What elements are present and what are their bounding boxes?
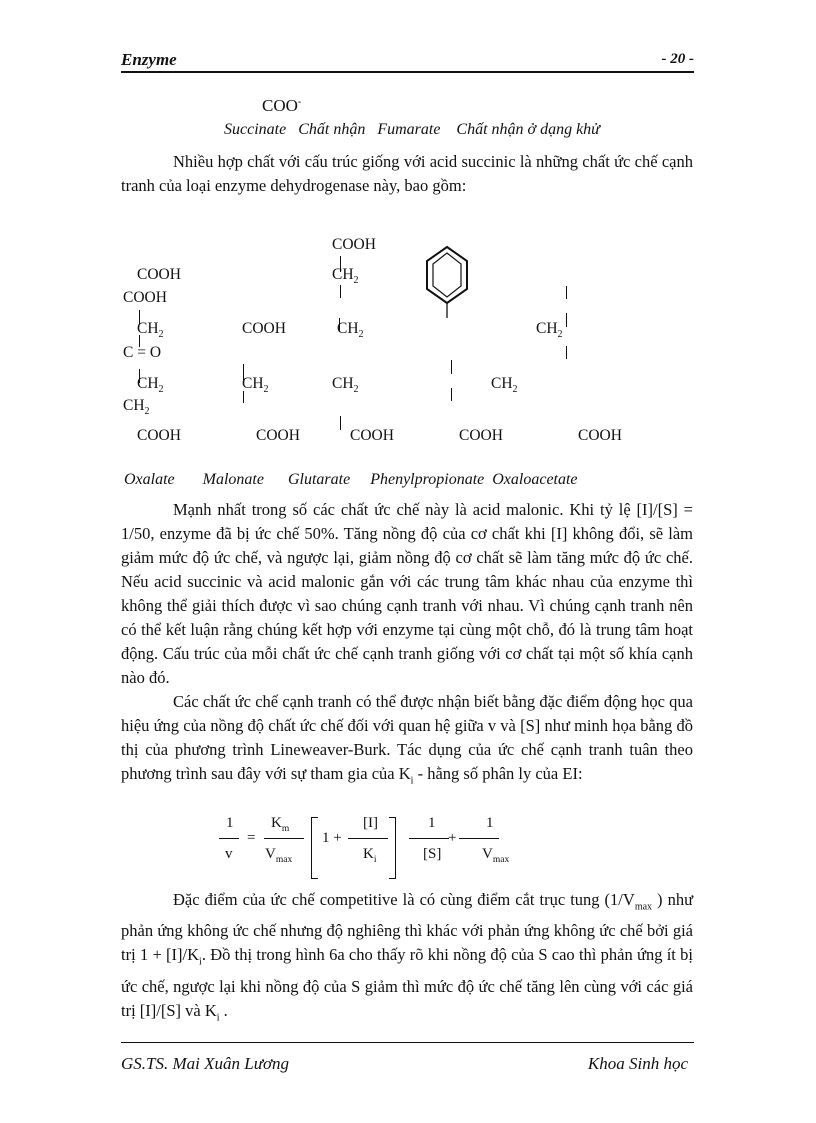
fraction-bar [459,838,499,839]
glut-cooh-bottom: COOH [350,427,394,444]
eq-ki: $K_i$ [363,846,377,865]
malonate-cooh-top: COOH [123,289,167,306]
paragraph-kinetics: Các chất ức chế cạnh tranh có thể được nhận biết bằng đặc điểm động học qua hiệu ứng của nồng độ chất ức chế đối với quan hệ giữa v và [S] như minh họa bằng đồ thị của phương trình Lineweaver-Burk. Tác dụng của ức chế cạnh tranh tuân theo phương trình sau đây với sự tham gia của $K_i$ - hằng số phân ly của EI: [121,692,693,787]
eq-substrate-conc: [S] [423,846,442,862]
fraction-bar [348,838,388,839]
paragraph-competitive: Đặc điểm của ức chế competitive là có cùng điểm cắt trục tung ($1/V_{max}$ ) như phản ứng không ức chế nhưng độ nghiêng thì khác với phản ứng không ức chế bởi giá trị $1 + [I]/K_i$. Đồ thị trong hình 6a cho thấy rõ khi nồng độ của S cao thì phản ứng ít bị ức chế, ngược lại khi nồng độ của S giảm thì mức độ ức chế tăng lên cùng với các giá trị [I]/[S] và $K_i$ . [121,890,694,1023]
eq-vmax-2: $V_{max}$ [482,846,510,865]
bond-line [566,346,567,359]
oxalate-cooh-top: COOH [137,266,181,283]
bond-line [243,391,244,403]
bond-line [451,360,452,374]
eq-v: v [225,846,233,862]
right-cooh-bottom: COOH [578,427,622,444]
glut-ch2-1: $CH_2$ [332,266,359,287]
oxalate-cooh-bottom: COOH [137,427,181,444]
right-bracket [389,817,396,879]
eq-inhibitor-conc: [I] [363,815,378,831]
col2-cooh-top: COOH [242,320,286,337]
eq-plus: + [448,830,457,846]
eq-one-3: 1 [486,815,494,831]
phenyl-ch2: $CH_2$ [491,375,518,396]
malonate-ch2: $CH_2$ [137,320,164,341]
footer-department: Khoa Sinh học [587,1054,688,1073]
right-ch2: $CH_2$ [536,320,563,341]
coo-fragment: COO- [262,96,302,115]
bond-line [566,286,567,299]
eq-vmax: $V_{max}$ [265,846,293,865]
header-rule [121,71,694,73]
bond-line [340,285,341,298]
glut-cooh-top: COOH [332,236,376,253]
glut-ch2-3: $CH_2$ [332,375,359,396]
fraction-bar [264,838,304,839]
bond-line [339,318,340,332]
glut-ch2-2: $CH_2$ [337,320,364,341]
bond-line [340,416,341,430]
footer-rule [121,1042,694,1043]
eq-equals: = [247,830,256,846]
inhibitor-names: Oxalate Malonate Glutarate Phenylpropionate Oxaloacetate [124,471,578,488]
header-title: Enzyme [121,50,177,69]
fraction-bar [409,838,449,839]
eq-km: $K_m$ [271,815,290,834]
bond-line [243,364,244,380]
eq-one-2: 1 [428,815,436,831]
bond-line [139,335,140,347]
page-number: - 20 - [661,51,694,67]
bond-line [139,369,140,383]
bond-line [566,313,567,327]
benzene-ring-icon [424,244,470,320]
bond-line [451,388,452,401]
col2-ch2: $CH_2$ [242,375,269,396]
left-ch2-mid: $CH_2$ [137,375,164,396]
fraction-bar [219,838,239,839]
phenyl-cooh-bottom: COOH [459,427,503,444]
footer-author: GS.TS. Mai Xuân Lương [121,1054,290,1073]
eq-one-plus: 1 + [322,830,342,846]
left-ch2-low: $CH_2$ [123,397,150,418]
paragraph-intro: Nhiều hợp chất với cấu trúc giống với acid succinic là những chất ức chế cạnh tranh của loại enzyme dehydrogenase này, bao gồm: [121,152,693,195]
bond-line [139,310,140,324]
reaction-labels: Succinate Chất nhận Fumarate Chất nhận ở dạng khử [224,121,600,138]
bond-line [340,256,341,272]
c-eq-o: C = O [123,344,162,361]
left-bracket [311,817,318,879]
paragraph-malonate: Mạnh nhất trong số các chất ức chế này là acid malonic. Khi tỷ lệ [I]/[S] = 1/50, enzyme đã bị ức chế 50%. Tăng nồng độ của cơ chất khi [I] không đổi, sẽ làm giảm mức độ ức chế, và ngược lại, giảm nồng độ cơ chất sẽ làm tăng mức độ ức chế. Nếu acid succinic và acid malonic gắn với các trung tâm khác nhau của enzyme thì không thể giải thích được vì sao chúng cạnh tranh với nhau. Vì chúng cạnh tranh nên có thể kết luận rằng chúng kết hợp với enzyme tại cùng một chỗ, đó là trung tâm hoạt động. Cấu trúc của mỗi chất ức chế cạnh tranh giống với cơ chất tại một số khía cạnh nào đó. [121,500,693,687]
col2-cooh-bottom: COOH [256,427,300,444]
eq-numerator-1: 1 [226,815,234,831]
